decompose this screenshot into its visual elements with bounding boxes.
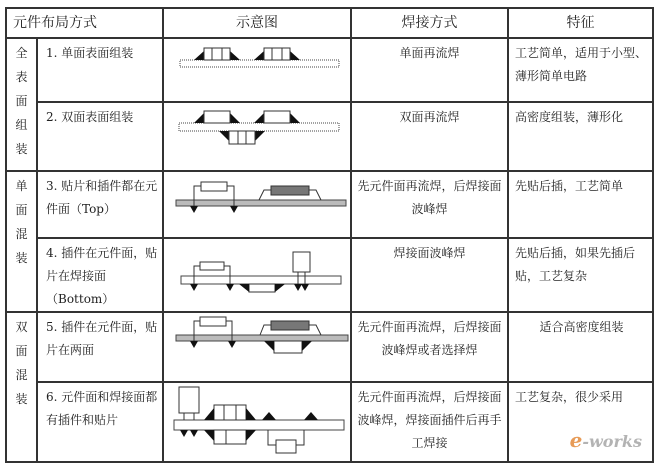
weld-cell: 双面再流焊 — [351, 102, 508, 171]
item-cell: 2. 双面表面组装 — [37, 102, 163, 171]
header-layout: 元件布局方式 — [6, 8, 163, 38]
item-cell: 4. 插件在元件面，贴片在焊接面（Bottom） — [37, 238, 163, 312]
diagram-single-side-smt — [163, 38, 351, 102]
feature-cell: 先贴后插，如果先插后贴，工艺复杂 — [508, 238, 653, 312]
group-single-mixed: 单 面 混 装 — [6, 171, 37, 312]
table-row — [6, 238, 653, 312]
diagram-bottom-smt — [163, 238, 351, 312]
item-cell: 6. 元件面和焊接面都有插件和贴片 — [37, 382, 163, 462]
diagram-double-side-smt — [163, 102, 351, 171]
weld-cell: 先元件面再流焊，后焊接面波峰焊，焊接面插件后再手工焊接 — [351, 382, 508, 462]
diagram-both-sides-smt — [163, 312, 351, 382]
feature-cell: 高密度组装，薄形化 — [508, 102, 653, 171]
table-row — [6, 102, 653, 171]
group-double-mixed: 双 面 混 装 — [6, 312, 37, 462]
item-cell: 5. 插件在元件面，贴片在两面 — [37, 312, 163, 382]
table-row — [6, 38, 653, 102]
table-row — [6, 171, 653, 238]
group-full-smt: 全 表 面 组 装 — [6, 38, 37, 171]
header-welding: 焊接方式 — [351, 8, 508, 38]
feature-cell: 适合高密度组装 — [508, 312, 653, 382]
feature-cell: 先贴后插，工艺简单 — [508, 171, 653, 238]
header-diagram: 示意图 — [163, 8, 351, 38]
diagram-both-sides-mixed — [163, 382, 351, 462]
weld-cell: 先元件面再流焊，后焊接面波峰焊或者选择焊 — [351, 312, 508, 382]
weld-cell: 先元件面再流焊，后焊接面波峰焊 — [351, 171, 508, 238]
table-row — [6, 382, 653, 462]
feature-text: 工艺复杂，很少采用 — [515, 390, 624, 404]
eworks-watermark-logo: e-works — [569, 428, 642, 452]
header-row — [6, 8, 653, 38]
weld-cell: 焊接面波峰焊 — [351, 238, 508, 312]
feature-cell: 工艺简单，适用于小型、薄形简单电路 — [508, 38, 653, 102]
feature-cell — [508, 382, 653, 462]
item-cell: 1. 单面表面组装 — [37, 38, 163, 102]
diagram-top-mixed — [163, 171, 351, 238]
header-feature: 特征 — [508, 8, 653, 38]
table-row — [6, 312, 653, 382]
smt-layout-table — [5, 7, 654, 463]
item-cell: 3. 贴片和插件都在元件面（Top） — [37, 171, 163, 238]
weld-cell: 单面再流焊 — [351, 38, 508, 102]
